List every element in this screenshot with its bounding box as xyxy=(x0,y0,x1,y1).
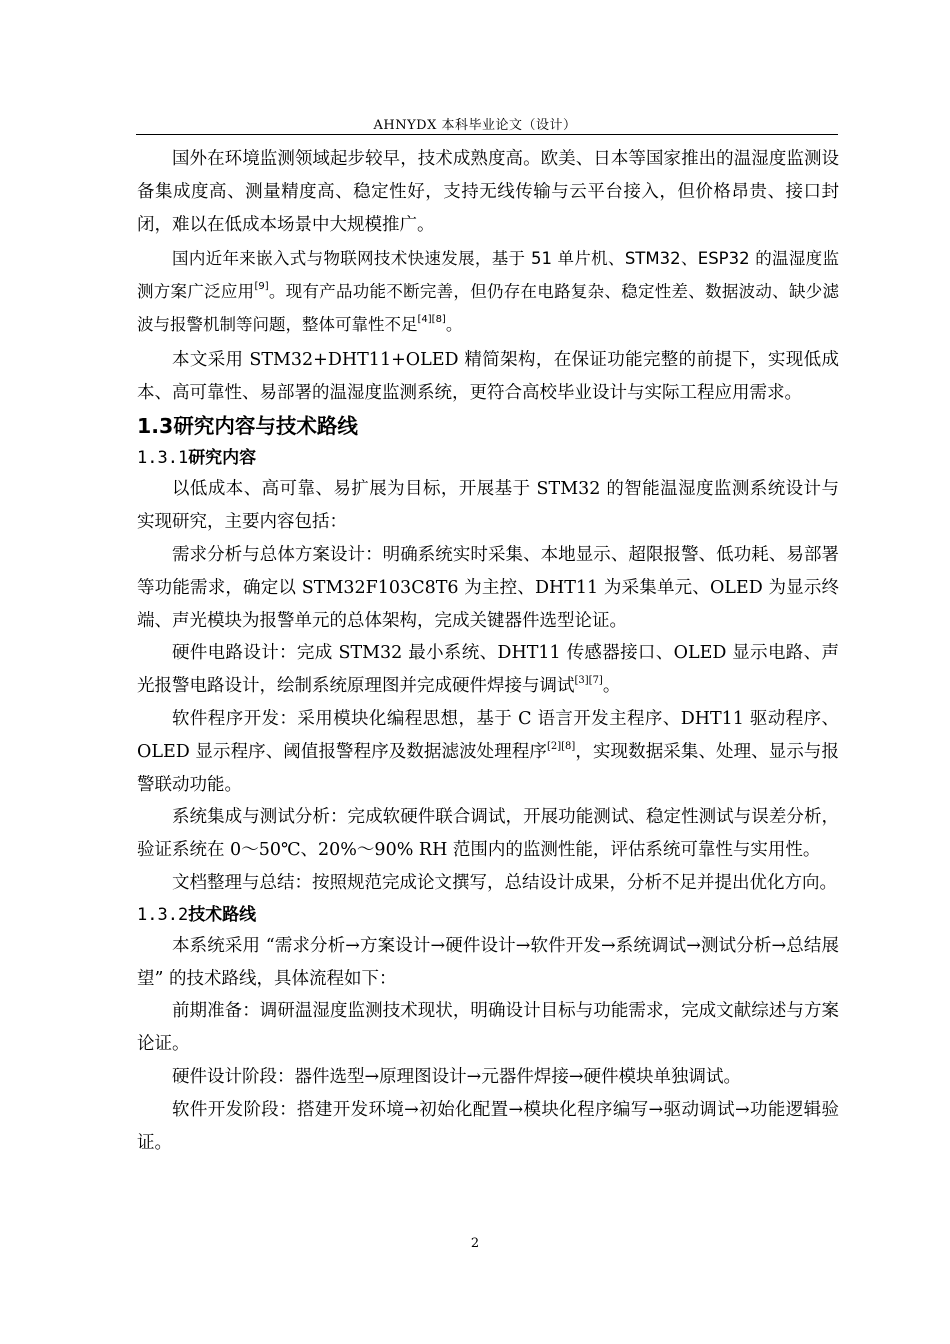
paragraph-software-stage: 软件开发阶段：搭建开发环境→初始化配置→模块化程序编写→驱动调试→功能逻辑验证。 xyxy=(137,1099,839,1153)
page-number: 2 xyxy=(470,1236,480,1251)
paragraph-text: ，实现数据采集、处理、显示与报警联动功能。 xyxy=(137,741,839,795)
header-rule xyxy=(136,134,838,135)
citation: [2][8] xyxy=(546,740,576,752)
paragraph-technical-route: 本系统采用 “需求分析→方案设计→硬件设计→软件开发→系统调试→测试分析→总结展望” 的技术路线，具体流程如下： xyxy=(137,935,839,989)
paragraph-text: 硬件电路设计：完成 STM32 最小系统、DHT11 传感器接口、OLED 显示电路、声光报警电路设计，绘制系统原理图并完成硬件焊接与调试 xyxy=(137,643,839,697)
running-header: AHNYDX 本科毕业论文（设计） xyxy=(373,118,577,133)
section-title: 研究内容 xyxy=(188,448,257,469)
section-number: 1.3 xyxy=(137,414,174,439)
citation: [4][8] xyxy=(417,313,446,325)
section-title: 技术路线 xyxy=(188,904,257,925)
paragraph-foreign-research: 国外在环境监测领域起步较早，技术成熟度高。欧美、日本等国家推出的温湿度监测设备集成度高、测量精度高、稳定性好，支持无线传输与云平台接入，但价格昂贵、接口封闭，难以在低成本场景中大规模推广。 xyxy=(137,149,839,235)
citation: [9] xyxy=(254,281,269,293)
citation: [3][7] xyxy=(574,675,603,687)
paragraph-requirements: 需求分析与总体方案设计：明确系统实时采集、本地显示、超限报警、低功耗、易部署等功能需求，确定以 STM32F103C8T6 为主控、DHT11 为采集单元、OLED 为显示终端、声光模块为报警单元的总体架构，完成关键器件选型论证。 xyxy=(137,544,839,631)
section-heading-1-3-2 xyxy=(137,900,839,930)
section-number: 1.3.2 xyxy=(137,904,189,925)
paragraph-text: 软件程序开发：采用模块化编程思想，基于 C 语言开发主程序、DHT11 驱动程序、OLED 显示程序、阈值报警程序及数据滤波处理程序 xyxy=(137,708,839,762)
section-number: 1.3.1 xyxy=(137,448,189,469)
paragraph-software xyxy=(137,703,839,801)
section-heading-1-3 xyxy=(137,409,839,443)
body-text xyxy=(137,143,839,1159)
paragraph-integration-testing: 系统集成与测试分析：完成软硬件联合调试，开展功能测试、稳定性测试与误差分析，验证系统在 0～50℃、20%～90% RH 范围内的监测性能，评估系统可靠性与实用性。 xyxy=(137,807,839,861)
paragraph-this-work: 本文采用 STM32+DHT11+OLED 精简架构，在保证功能完整的前提下，实现低成本、高可靠性、易部署的温湿度监测系统，更符合高校毕业设计与实际工程应用需求。 xyxy=(137,349,839,403)
section-title: 研究内容与技术路线 xyxy=(173,414,358,439)
paragraph-text: 国内近年来嵌入式与物联网技术快速发展，基于 51 单片机、STM32、ESP32 的温湿度监测方案广泛应用 xyxy=(137,249,839,302)
paragraph-text: 。 xyxy=(602,676,621,697)
paragraph-domestic-research xyxy=(137,243,839,341)
paragraph-documentation: 文档整理与总结：按照规范完成论文撰写，总结设计成果，分析不足并提出优化方向。 xyxy=(172,872,837,893)
paragraph-text: 。 xyxy=(445,314,463,334)
paragraph-hardware xyxy=(137,637,839,703)
paragraph-hardware-stage: 硬件设计阶段：器件选型→原理图设计→元器件焊接→硬件模块单独调试。 xyxy=(172,1066,741,1087)
section-heading-1-3-1 xyxy=(137,443,839,473)
paragraph-research-intro: 以低成本、高可靠、易扩展为目标，开展基于 STM32 的智能温湿度监测系统设计与实现研究，主要内容包括： xyxy=(137,479,839,533)
paragraph-text: 。现有产品功能不断完善，但仍存在电路复杂、稳定性差、数据波动、缺少滤波与报警机制等问题，整体可靠性不足 xyxy=(137,282,840,334)
paragraph-preparation: 前期准备：调研温湿度监测技术现状，明确设计目标与功能需求，完成文献综述与方案论证。 xyxy=(137,1001,839,1055)
